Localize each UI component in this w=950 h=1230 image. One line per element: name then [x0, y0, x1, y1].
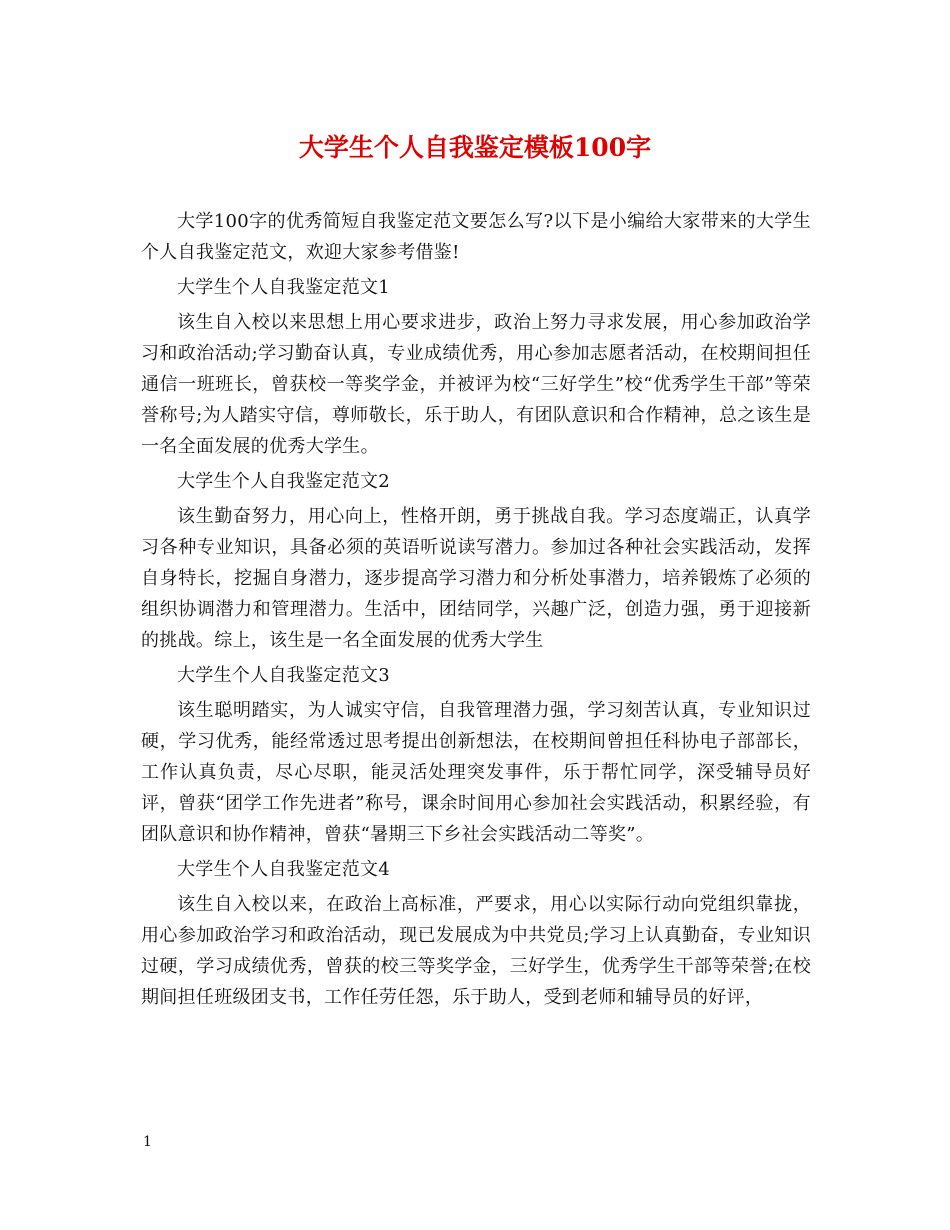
- section-heading-2: 大学生个人自我鉴定范文2: [177, 471, 391, 492]
- section-heading-4: 大学生个人自我鉴定范文4: [177, 859, 391, 880]
- section-paragraph-1: 该生自入校以来思想上用心要求进步，政治上努力寻求发展，用心参加政治学习和政治活动;学习勤奋认真，专业成绩优秀，用心参加志愿者活动，在校期间担任通信一班班长，曾获校一等奖学金，并被评为校“三好学生”校“优秀学生干部”等荣誉称号;为人踏实守信，尊师敬长，乐于助人，有团队意识和合作精神，总之该生是一名全面发展的优秀大学生。: [141, 312, 811, 457]
- section-paragraph-4: 该生自入校以来，在政治上高标准，严要求，用心以实际行动向党组织靠拢，用心参加政治学习和政治活动，现已发展成为中共党员;学习上认真勤奋，专业知识过硬，学习成绩优秀，曾获的校三等奖学金，三好学生，优秀学生干部等荣誉;在校期间担任班级团支书，工作任劳任怨，乐于助人，受到老师和辅导员的好评，: [141, 894, 811, 1008]
- section-paragraph-2: 该生勤奋努力，用心向上，性格开朗，勇于挑战自我。学习态度端正，认真学习各种专业知识，具备必须的英语听说读写潜力。参加过各种社会实践活动，发挥自身特长，挖掘自身潜力，逐步提高学习潜力和分析处事潜力，培养锻炼了必须的组织协调潜力和管理潜力。生活中，团结同学，兴趣广泛，创造力强，勇于迎接新的挑战。综上，该生是一名全面发展的优秀大学生: [141, 506, 811, 651]
- page-number: 1: [143, 1134, 152, 1150]
- document-body: [141, 206, 811, 1017]
- intro-paragraph: 大学100字的优秀简短自我鉴定范文要怎么写?以下是小编给大家带来的大学生个人自我鉴定范文，欢迎大家参考借鉴!: [141, 211, 811, 263]
- section-paragraph-3: 该生聪明踏实，为人诚实守信，自我管理潜力强，学习刻苦认真，专业知识过硬，学习优秀，能经常透过思考提出创新想法，在校期间曾担任科协电子部部长，工作认真负责，尽心尽职，能灵活处理突发事件，乐于帮忙同学，深受辅导员好评，曾获“团学工作先进者”称号，课余时间用心参加社会实践活动，积累经验，有团队意识和协作精神，曾获“暑期三下乡社会实践活动二等奖”。: [141, 700, 811, 845]
- section-heading-3: 大学生个人自我鉴定范文3: [177, 665, 391, 686]
- document-title: 大学生个人自我鉴定模板100字: [298, 133, 652, 162]
- section-heading-1: 大学生个人自我鉴定范文1: [177, 277, 391, 298]
